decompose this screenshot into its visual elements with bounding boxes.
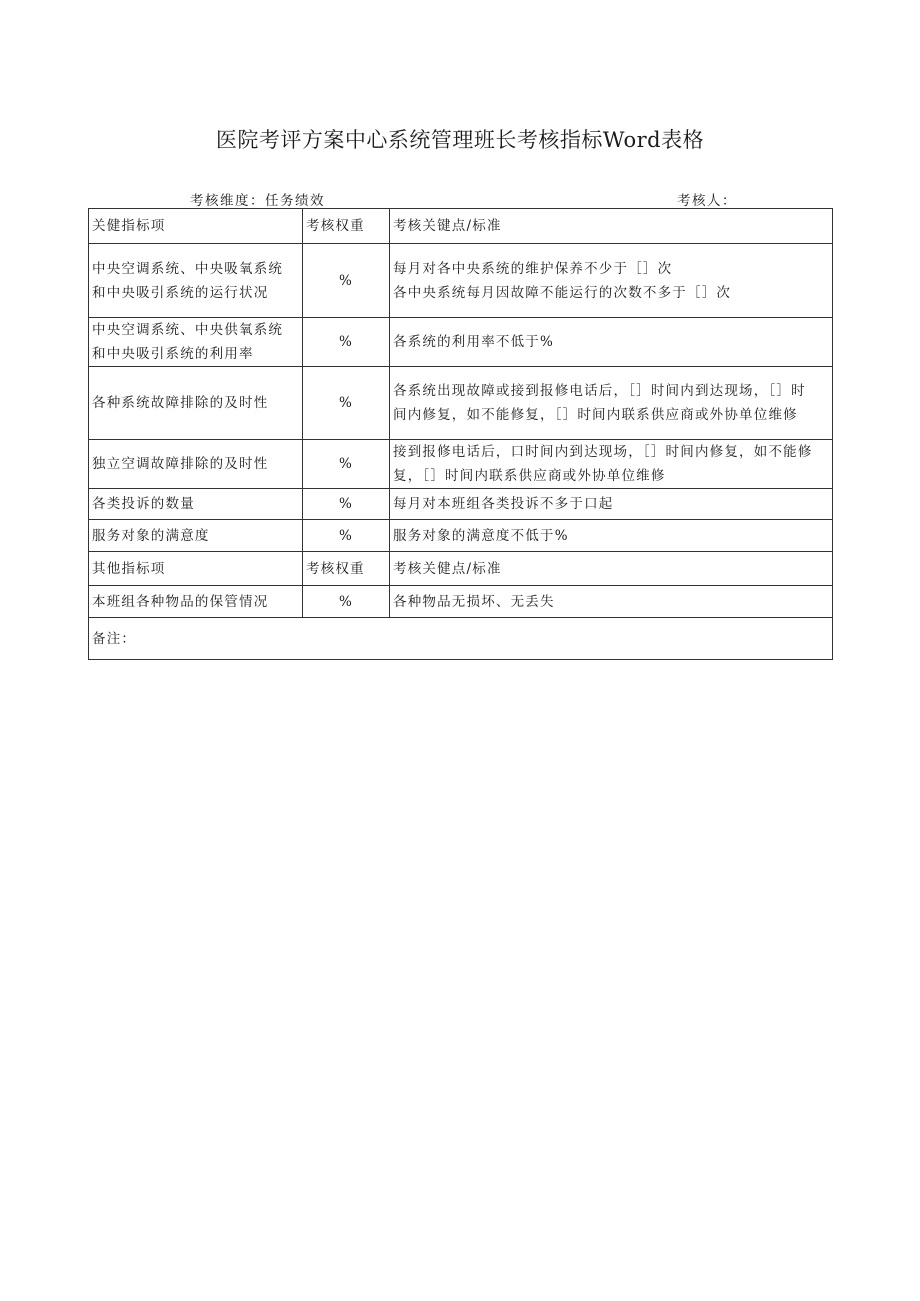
table-row: [89, 440, 833, 489]
indicator-line: 和中央吸引系统的运行状况: [92, 284, 269, 301]
indicator-line: 中央空调系统、中央吸氧系统: [92, 260, 284, 277]
indicator-cell: [89, 244, 303, 318]
indicator-line: 独立空调故障排除的及时性: [92, 456, 269, 472]
indicator-line: 和中央吸引系统的利用率: [92, 346, 254, 362]
criteria-line: 接到报修电话后，口时间内到达现场，［］时间内修复，如不能修: [393, 444, 813, 460]
weight-cell: %: [303, 244, 390, 318]
table-row: [89, 318, 833, 367]
criteria-cell: [390, 244, 833, 318]
assessment-dimension-label: 考核维度：任务绩效: [190, 193, 325, 209]
criteria-cell: 服务对象的满意度不低于%: [390, 520, 833, 552]
criteria-cell: 每月对本班组各类投诉不多于口起: [390, 489, 833, 520]
indicator-cell: 各类投诉的数量: [89, 489, 303, 520]
table-row: [89, 367, 833, 440]
header-weight: 考核权重: [303, 552, 390, 586]
criteria-line: 各中央系统每月因故障不能运行的次数不多于［］次: [393, 284, 732, 301]
criteria-cell: [390, 318, 833, 367]
kpi-table: [88, 208, 833, 660]
document-title: 医院考评方案中心系统管理班长考核指标Word表格: [215, 128, 705, 152]
indicator-cell: 本班组各种物品的保管情况: [89, 586, 303, 618]
weight-cell: %: [303, 318, 390, 367]
header-criteria: 考核关健点/标准: [390, 552, 833, 586]
table-row: [89, 586, 833, 618]
indicator-cell: [89, 318, 303, 367]
table-row: [89, 489, 833, 520]
remarks-cell: 备注：: [89, 618, 833, 660]
criteria-line: 复，［］时间内联系供应商或外协单位维修: [393, 468, 666, 484]
criteria-line: 每月对各中央系统的维护保养不少于［］次: [393, 260, 673, 277]
other-indicators-header-row: [89, 552, 833, 586]
criteria-cell: [390, 440, 833, 489]
criteria-cell: [390, 367, 833, 440]
criteria-line: 间内修复，如不能修复，［］时间内联系供应商或外协单位维修: [393, 407, 798, 423]
header-weight: 考核权重: [303, 209, 390, 244]
weight-cell: %: [303, 520, 390, 552]
header-other-indicator: 其他指标项: [89, 552, 303, 586]
header-key-indicator: 关健指标项: [89, 209, 303, 244]
criteria-line: 各系统的利用率不低于%: [393, 334, 555, 350]
table-header-row: [89, 209, 833, 244]
header-criteria: 考核关键点/标准: [390, 209, 833, 244]
weight-cell: %: [303, 440, 390, 489]
indicator-cell: 服务对象的满意度: [89, 520, 303, 552]
weight-cell: %: [303, 489, 390, 520]
weight-cell: %: [303, 367, 390, 440]
weight-cell: %: [303, 586, 390, 618]
criteria-line: 各系统出现故障或接到报修电话后，［］时间内到达现场，［］时: [393, 383, 806, 399]
indicator-cell: [89, 440, 303, 489]
indicator-line: 各种系统故障排除的及时性: [92, 395, 269, 411]
table-row: [89, 520, 833, 552]
indicator-cell: [89, 367, 303, 440]
criteria-cell: 各种物品无损坏、无丢失: [390, 586, 833, 618]
indicator-line: 中央空调系统、中央供氧系统: [92, 322, 284, 338]
remarks-row: [89, 618, 833, 660]
table-row: [89, 244, 833, 318]
assessor-label: 考核人：: [677, 193, 737, 209]
